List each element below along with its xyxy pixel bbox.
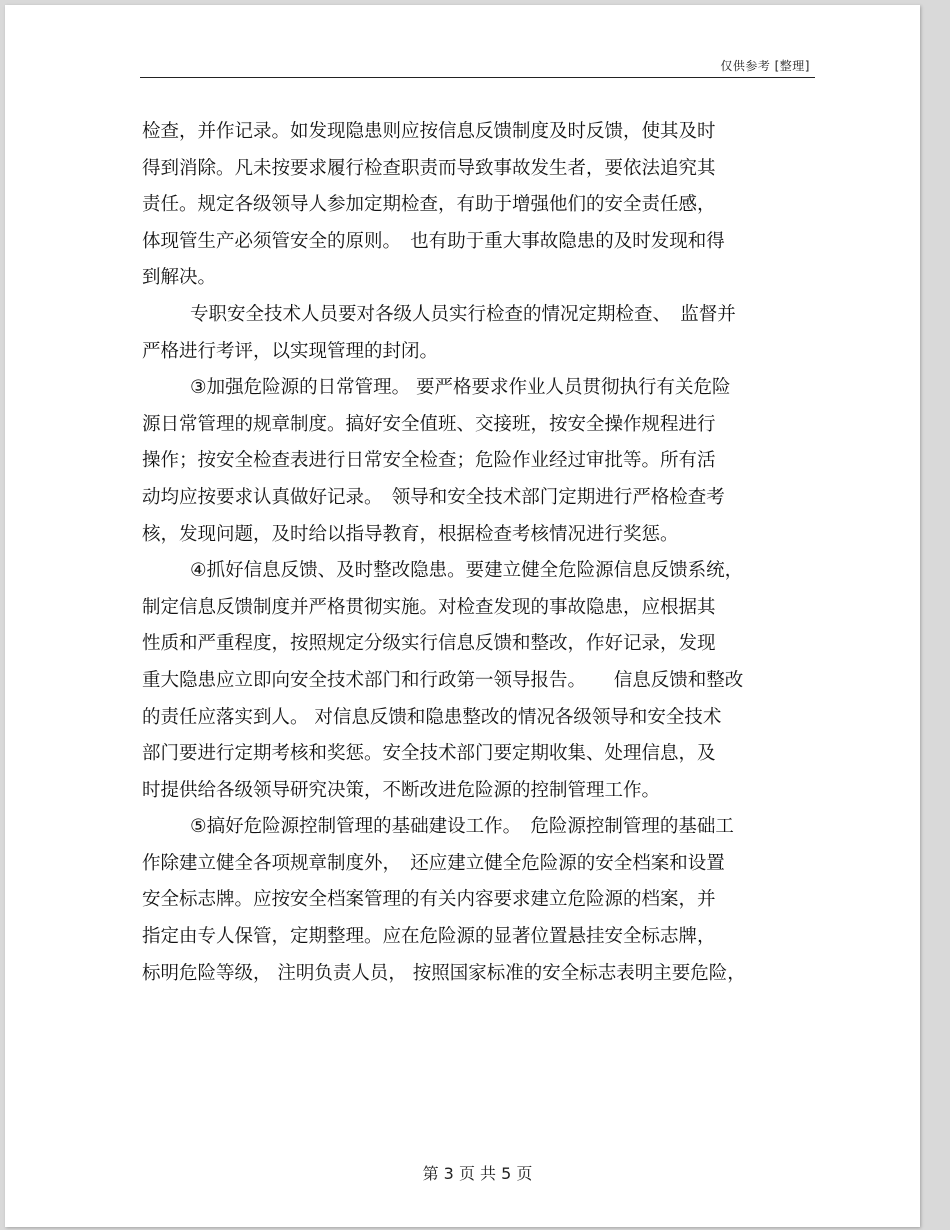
body-text [142,114,822,992]
text-line: 操作；按安全检查表进行日常安全检查；危险作业经过审批等。所有活 [142,450,716,472]
text-line: 动均应按要求认真做好记录。 领导和安全技术部门定期进行严格检查考 [142,486,725,508]
text-line: 检查，并作记录。如发现隐患则应按信息反馈制度及时反馈，使其及时 [142,121,716,142]
text-line: ④抓好信息反馈、及时整改隐患。要建立健全危险源信息反馈系统， [190,560,744,582]
text-line: 源日常管理的规章制度。搞好安全值班、交接班，按安全操作规程进行 [142,413,716,435]
text-line: 安全标志牌。应按安全档案管理的有关内容要求建立危险源的档案，并 [142,889,716,911]
text-line: 严格进行考评，以实现管理的封闭。 [142,340,439,362]
document-page [5,5,920,1227]
text-line: 得到消除。凡未按要求履行检查职责而导致事故发生者，要依法追究其 [142,157,716,179]
text-line: 时提供给各级领导研究决策，不断改进危险源的控制管理工作。 [142,779,661,801]
text-line: ③加强危险源的日常管理。 要严格要求作业人员贯彻执行有关危险 [190,377,731,399]
page-number-footer: 第 3 页 共 5 页 [422,1164,533,1183]
text-line: 标明危险等级， 注明负责人员， 按照国家标准的安全标志表明主要危险， [142,962,746,984]
text-line: 制定信息反馈制度并严格贯彻实施。对检查发现的事故隐患，应根据其 [142,596,716,618]
text-line: 的责任应落实到人。 对信息反馈和隐患整改的情况各级领导和安全技术 [142,706,722,728]
text-line: 责任。规定各级领导人参加定期检查，有助于增强他们的安全责任感， [142,194,716,216]
text-line: 部门要进行定期考核和奖惩。安全技术部门要定期收集、处理信息，及 [142,743,716,765]
text-line: ⑤搞好危险源控制管理的基础建设工作。 危险源控制管理的基础工 [190,816,734,838]
text-line: 指定由专人保管，定期整理。应在危险源的显著位置悬挂安全标志牌， [142,926,716,948]
page-header: 仅供参考 [整理] [720,59,810,73]
text-line: 作除建立健全各项规章制度外， 还应建立健全危险源的安全档案和设置 [142,852,725,874]
text-line: 核，发现问题，及时给以指导教育，根据检查考核情况进行奖惩。 [142,523,679,545]
text-line: 体现管生产必须管安全的原则。 也有助于重大事故隐患的及时发现和得 [142,230,725,252]
text-line: 性质和严重程度，按照规定分级实行信息反馈和整改，作好记录，发现 [142,633,716,655]
text-line: 专职安全技术人员要对各级人员实行检查的情况定期检查、 监督并 [190,303,736,325]
header-divider [140,77,815,78]
text-line: 重大隐患应立即向安全技术部门和行政第一领导报告。 信息反馈和整改 [142,669,744,691]
text-line: 到解决。 [142,267,217,289]
